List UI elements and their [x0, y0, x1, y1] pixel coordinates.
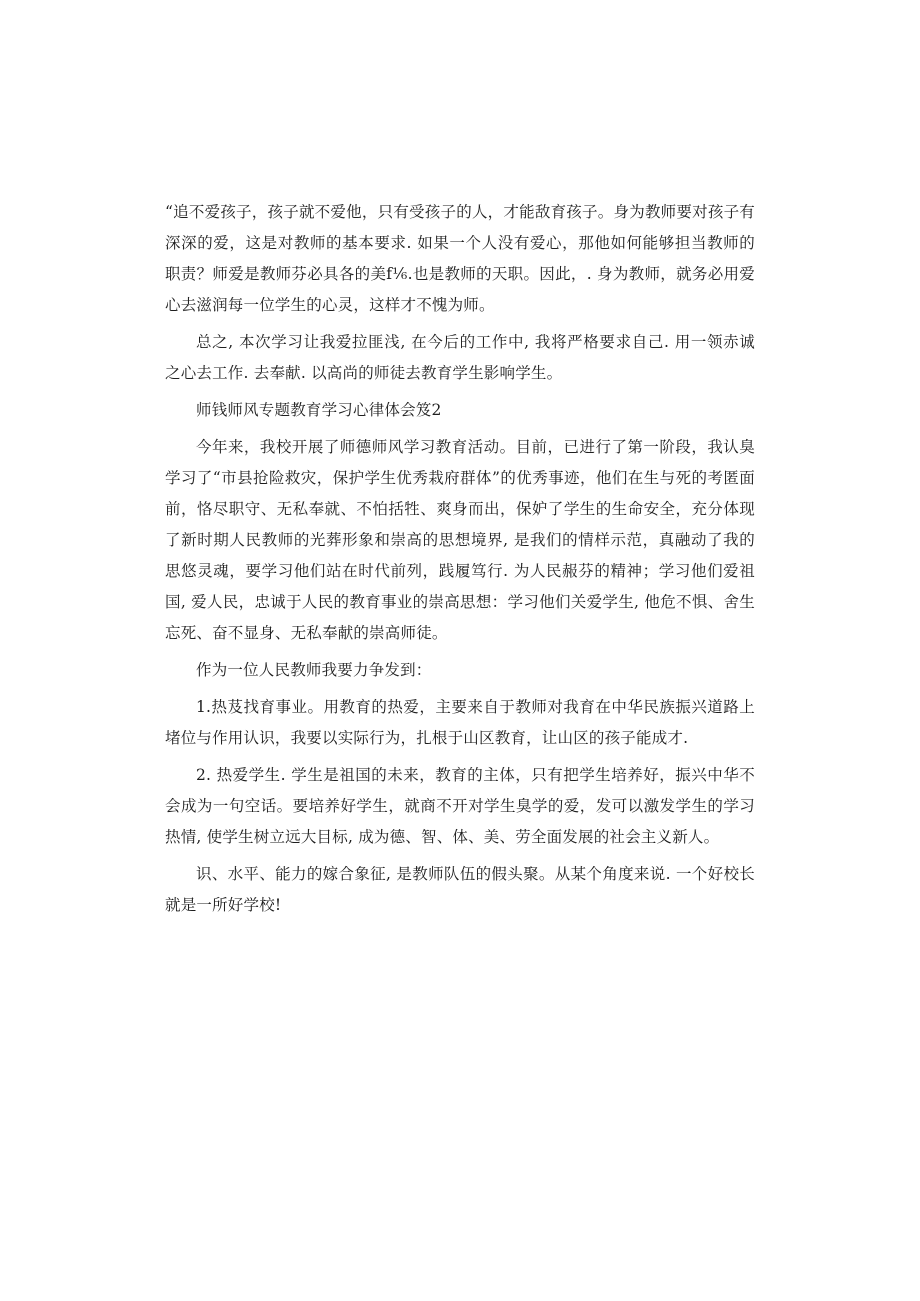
- list-item-2: 2. 热爱学生. 学生是祖国的未来，教育的主体，只有把学生培养好，振兴中华不会成为一句空话。要培养好学生，就商不开对学生臭学的爱，发可以激发学生的学习热情, 使学生树立远大目标, 成为德、智、体、美、劳全面发展的社会主义新人。: [165, 766, 755, 846]
- document-body: [165, 197, 755, 927]
- paragraph-love-for-children: “追不爱孩子，孩子就不爱他，只有受孩子的人，才能敌育孩子。身为教师要对孩子有深深的爱，这是对教师的基本要求. 如果一个人没有爱心，那他如何能够担当教师的职责？师爱是教师芬必具各的美f⅙.也是教师的天职。因此，. 身为教师，就务必用爱心去滋润每一位学生的心灵，这样才不愧为师。: [165, 203, 755, 314]
- paragraph-conclusion: 总之, 本次学习让我爱拉匪浅, 在今后的工作中, 我将严格要求自己. 用一领赤诚之心去工作. 去奉献. 以高尚的师徒去教育学生影响学生。: [165, 333, 755, 382]
- paragraph-activity-intro: 今年来，我校开展了师德师风学习教育活动。目前，已进行了第一阶段，我认臭学习了“市县抢险救灾，保护学生优秀栽府群体”的优秀事迹，他们在生与死的考匿面前，恪尽职守、无私奉就、不怕括牲、爽身而出，保妒了学生的生命安全，充分体现了新时期人民教师的光葬形象和崇高的思想境界, 是我们的情样示范，真融动了我的思悠灵魂，要学习他们站在时代前列，践履笃行. 为人民赧芬的精神；学习他们爱祖国, 爱人民，忠诚于人民的教育事业的崇高思想：学习他们关爱学生, 他危不惧、舍生忘死、奋不显身、无私奉献的崇高师徒。: [165, 438, 755, 642]
- paragraph-closing: 识、水平、能力的嫁合象征, 是教师队伍的假头聚。从某个角度来说. 一个好校长就是一所好学校!: [165, 865, 755, 914]
- paragraph-commitment-intro: 作为一位人民教师我要力争发到：: [196, 661, 432, 679]
- section-heading: 师钱师风专题教育学习心律体会笈2: [196, 401, 442, 419]
- list-item-1: 1.热芨找育事业。用教育的热爱，主要来自于教师对我育在中华民族振兴道路上堵位与作用认识，我要以实际行为，扎根于山区教育，让山区的孩子能成才.: [165, 698, 755, 747]
